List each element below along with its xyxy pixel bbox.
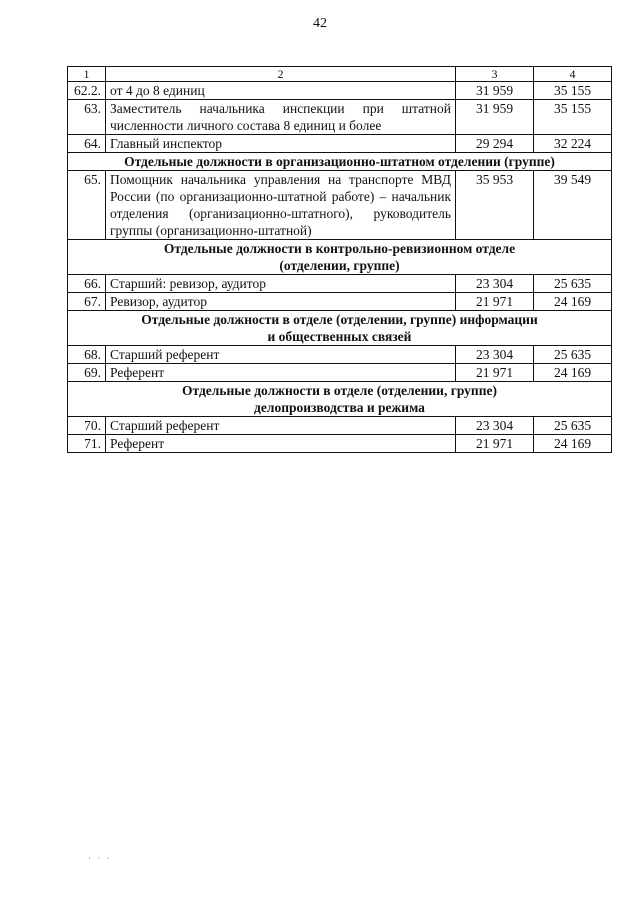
table-row	[68, 82, 612, 100]
section-title-line: Отдельные должности в организационно-штатном отделении (группе)	[124, 154, 555, 169]
row-number: 66.	[68, 275, 106, 293]
section-title	[68, 240, 612, 275]
salary-value-col4: 25 635	[534, 346, 612, 364]
column-header-1: 1	[68, 67, 106, 82]
salary-value-col3: 21 971	[456, 364, 534, 382]
row-number: 71.	[68, 435, 106, 453]
salary-value-col4: 25 635	[534, 417, 612, 435]
salary-value-col3: 31 959	[456, 82, 534, 100]
column-header-4: 4	[534, 67, 612, 82]
position-name: Помощник начальника управления на транспорте МВД России (по организационно-штатной работе) – начальник отделения (организационно-штатного), руководитель группы (организационно-штатной)	[106, 171, 456, 240]
table-row	[68, 435, 612, 453]
section-title-line: и общественных связей	[267, 329, 412, 344]
section-title-line: Отдельные должности в контрольно-ревизионном отделе	[163, 241, 516, 256]
page-number: 42	[313, 16, 327, 31]
salary-value-col4: 32 224	[534, 135, 612, 153]
position-name: Главный инспектор	[106, 135, 456, 153]
section-title	[68, 153, 612, 171]
position-name: Ревизор, аудитор	[106, 293, 456, 311]
section-title-line: делопроизводства и режима	[254, 400, 425, 415]
salary-value-col4: 39 549	[534, 171, 612, 240]
row-number: 62.2.	[68, 82, 106, 100]
section-title	[68, 382, 612, 417]
salary-value-col3: 23 304	[456, 275, 534, 293]
table-row	[68, 171, 612, 240]
position-name: от 4 до 8 единиц	[106, 82, 456, 100]
position-name: Заместитель начальника инспекции при штатной численности личного состава 8 единиц и более	[106, 100, 456, 135]
row-number: 70.	[68, 417, 106, 435]
salary-value-col3: 29 294	[456, 135, 534, 153]
salary-value-col3: 31 959	[456, 100, 534, 135]
salary-value-col4: 24 169	[534, 364, 612, 382]
table-body	[68, 82, 612, 453]
section-title-line: Отдельные должности в отделе (отделении, группе) информации	[141, 312, 538, 327]
column-header-2: 2	[106, 67, 456, 82]
salary-value-col3: 21 971	[456, 293, 534, 311]
row-number: 69.	[68, 364, 106, 382]
section-header-row	[68, 153, 612, 171]
salary-value-col4: 35 155	[534, 100, 612, 135]
table-row	[68, 100, 612, 135]
table-row	[68, 346, 612, 364]
position-name: Старший референт	[106, 346, 456, 364]
position-name: Старший референт	[106, 417, 456, 435]
position-name: Референт	[106, 364, 456, 382]
position-name: Референт	[106, 435, 456, 453]
salary-value-col4: 24 169	[534, 435, 612, 453]
salary-value-col3: 21 971	[456, 435, 534, 453]
section-title-line: (отделении, группе)	[279, 258, 400, 273]
salary-table	[67, 66, 612, 453]
section-title-line: Отдельные должности в отделе (отделении, группе)	[182, 383, 497, 398]
row-number: 68.	[68, 346, 106, 364]
section-title	[68, 311, 612, 346]
table-row	[68, 275, 612, 293]
table-row	[68, 135, 612, 153]
row-number: 67.	[68, 293, 106, 311]
salary-value-col3: 23 304	[456, 417, 534, 435]
salary-value-col4: 24 169	[534, 293, 612, 311]
section-header-row	[68, 311, 612, 346]
scan-marks: · · ·	[88, 853, 112, 863]
column-header-3: 3	[456, 67, 534, 82]
section-header-row	[68, 240, 612, 275]
section-header-row	[68, 382, 612, 417]
table-row	[68, 293, 612, 311]
salary-value-col3: 35 953	[456, 171, 534, 240]
salary-value-col3: 23 304	[456, 346, 534, 364]
salary-value-col4: 25 635	[534, 275, 612, 293]
row-number: 65.	[68, 171, 106, 240]
table-row	[68, 364, 612, 382]
row-number: 64.	[68, 135, 106, 153]
table-header-row	[68, 67, 612, 82]
table-row	[68, 417, 612, 435]
position-name: Старший: ревизор, аудитор	[106, 275, 456, 293]
row-number: 63.	[68, 100, 106, 135]
salary-value-col4: 35 155	[534, 82, 612, 100]
